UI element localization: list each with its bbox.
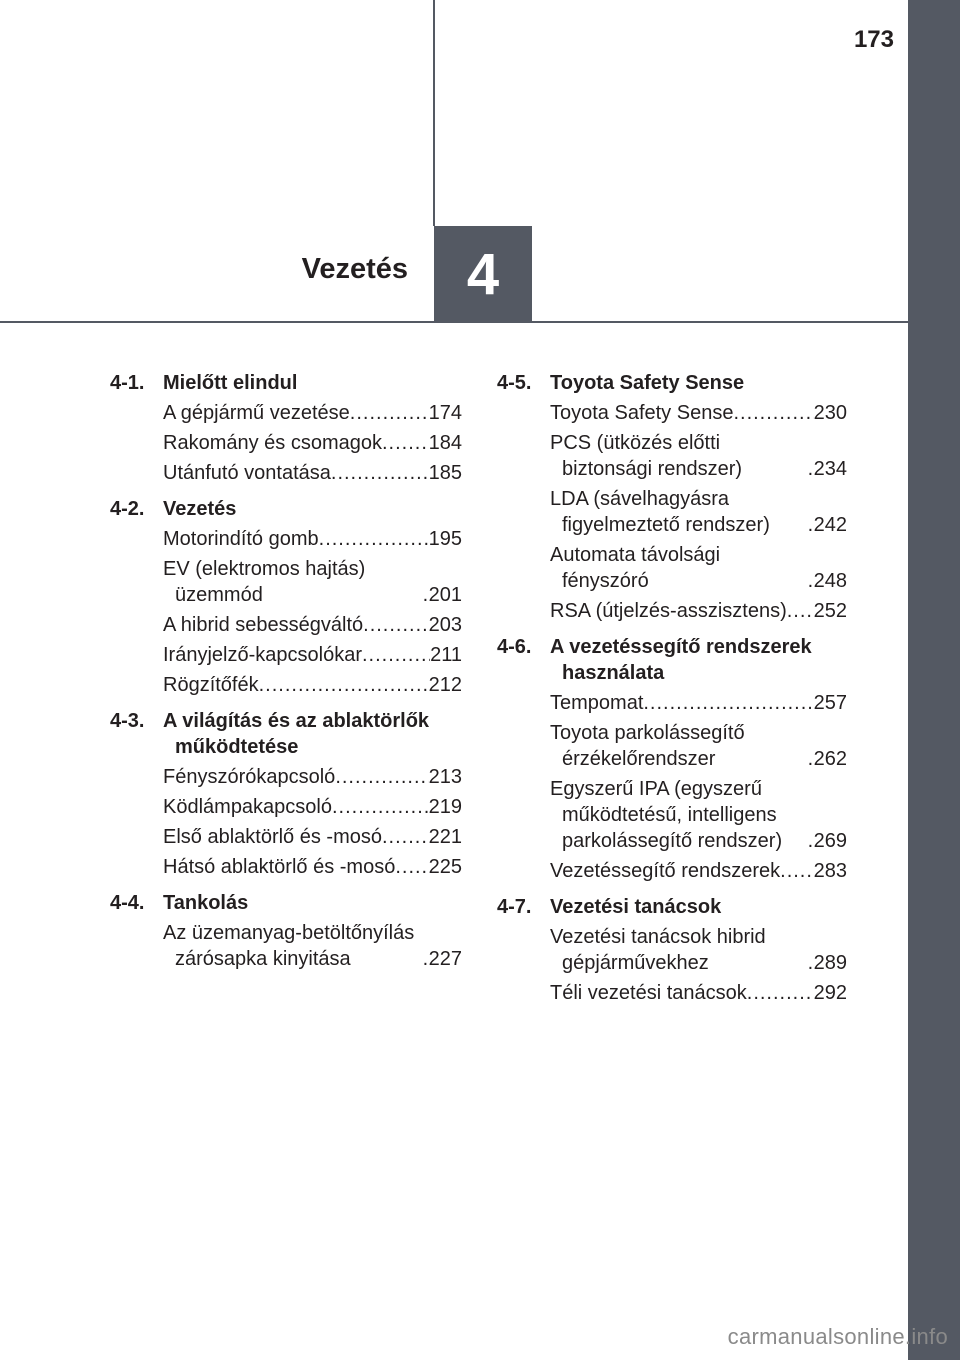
toc-entry[interactable] — [163, 556, 462, 608]
entry-page-number: 230 — [813, 402, 847, 424]
toc-entry[interactable] — [163, 794, 462, 820]
entry-title: Első ablaktörlő és -mosó — [163, 826, 382, 848]
toc-entry[interactable] — [163, 460, 462, 486]
dot-leader — [362, 642, 430, 668]
toc-entry[interactable] — [550, 980, 847, 1006]
dot-leader — [382, 824, 429, 850]
toc-entry[interactable] — [550, 486, 847, 538]
toc-section — [110, 890, 462, 972]
dot-leader — [335, 764, 428, 790]
entry-page-number: 201 — [428, 584, 462, 606]
entry-title: Vezetéssegítő rendszerek — [550, 860, 781, 882]
toc-column-left — [110, 370, 462, 982]
dot-leader — [350, 400, 429, 426]
toc-entry[interactable] — [163, 854, 462, 880]
header-vertical-rule — [433, 0, 435, 226]
entry-title: Toyota parkolássegítő érzékelőrendszer — [550, 722, 745, 770]
toc-entry[interactable] — [163, 824, 462, 850]
entry-title: Téli vezetési tanácsok — [550, 982, 747, 1004]
entry-page-number: 252 — [813, 600, 847, 622]
entry-page-number: 221 — [428, 826, 462, 848]
entry-page-number: 184 — [428, 432, 462, 454]
entry-title: Rakomány és csomagok — [163, 432, 382, 454]
entry-page-number: 219 — [428, 796, 462, 818]
entry-title: EV (elektromos hajtás) üzemmód — [163, 558, 366, 606]
page-number: 173 — [853, 26, 894, 53]
toc-entry[interactable] — [550, 924, 847, 976]
section-number: 4-3. — [110, 710, 145, 732]
section-title: A vezetéssegítő rendszerek használata — [550, 636, 812, 684]
dot-leader — [733, 400, 813, 426]
entry-title: Rögzítőfék — [163, 674, 259, 696]
section-heading[interactable] — [497, 634, 847, 686]
entry-page-number: 225 — [428, 856, 462, 878]
section-number: 4-7. — [497, 896, 532, 918]
toc-entry[interactable] — [550, 690, 847, 716]
entry-title: Tempomat — [550, 692, 644, 714]
section-title: Tankolás — [163, 892, 249, 914]
entry-page-number: 195 — [428, 528, 462, 550]
entry-page-number: 289 — [813, 952, 847, 974]
dot-leader — [331, 460, 429, 486]
entry-title: Irányjelző-kapcsolókar — [163, 644, 362, 666]
toc-entry[interactable] — [163, 642, 462, 668]
entry-page-number: 234 — [813, 458, 847, 480]
entry-page-number: 227 — [428, 948, 462, 970]
dot-leader — [395, 854, 428, 880]
entry-title: Hátsó ablaktörlő és -mosó — [163, 856, 396, 878]
toc-column-right — [497, 370, 847, 1016]
entry-page-number: 242 — [813, 514, 847, 536]
entry-page-number: 211 — [430, 644, 462, 666]
section-heading[interactable] — [110, 370, 462, 396]
entry-title: Utánfutó vontatása — [163, 462, 331, 484]
chapter-number-box — [434, 226, 532, 323]
toc-section — [110, 370, 462, 486]
section-heading[interactable] — [110, 496, 462, 522]
entry-title: Vezetési tanácsok hibrid gépjárművekhez — [550, 926, 766, 974]
toc-entry[interactable] — [550, 598, 847, 624]
toc-entry[interactable] — [163, 400, 462, 426]
toc-entry[interactable] — [550, 430, 847, 482]
section-heading[interactable] — [497, 370, 847, 396]
entry-page-number: 185 — [428, 462, 462, 484]
entry-page-number: 174 — [428, 402, 462, 424]
dot-leader — [319, 526, 429, 552]
section-number: 4-6. — [497, 636, 532, 658]
toc-section — [110, 496, 462, 698]
toc-entry[interactable] — [163, 612, 462, 638]
toc-entry[interactable] — [163, 430, 462, 456]
section-heading[interactable] — [497, 894, 847, 920]
chapter-title: Vezetés — [301, 253, 408, 285]
toc-entry[interactable] — [163, 920, 462, 972]
toc-entry[interactable] — [550, 542, 847, 594]
chapter-side-tab — [908, 0, 960, 1360]
entry-title: Fényszórókapcsoló — [163, 766, 336, 788]
entry-title: Automata távolsági fényszóró — [550, 544, 721, 592]
entry-title: Toyota Safety Sense — [550, 402, 734, 424]
entry-page-number: 257 — [813, 692, 847, 714]
entry-page-number: 292 — [813, 982, 847, 1004]
section-title: Toyota Safety Sense — [550, 372, 745, 394]
entry-page-number: 212 — [428, 674, 462, 696]
entry-title: A hibrid sebességváltó — [163, 614, 364, 636]
toc-entry[interactable] — [550, 400, 847, 426]
dot-leader — [787, 598, 814, 624]
toc-section — [497, 894, 847, 1006]
section-number: 4-5. — [497, 372, 532, 394]
entry-title: RSA (útjelzés-asszisztens) — [550, 600, 787, 622]
dot-leader — [363, 612, 428, 638]
toc-entry[interactable] — [550, 776, 847, 854]
toc-section — [497, 634, 847, 884]
toc-section — [497, 370, 847, 624]
toc-entry[interactable] — [550, 720, 847, 772]
entry-page-number: 213 — [428, 766, 462, 788]
dot-leader — [747, 980, 814, 1006]
toc-entry[interactable] — [163, 526, 462, 552]
entry-page-number: 248 — [813, 570, 847, 592]
toc-entry[interactable] — [163, 764, 462, 790]
dot-leader — [643, 690, 813, 716]
section-title: Vezetési tanácsok — [550, 896, 722, 918]
section-heading[interactable] — [110, 708, 462, 760]
entry-page-number: 269 — [813, 830, 847, 852]
entry-title: A gépjármű vezetése — [163, 402, 350, 424]
toc-entry[interactable] — [550, 858, 847, 884]
entry-title: LDA (sávelhagyásra figyelmeztető rendszer) — [550, 488, 770, 536]
dot-leader — [332, 794, 429, 820]
toc-section — [110, 708, 462, 880]
entry-title: Egyszerű IPA (egyszerű működtetésű, intelligens parkolássegítő rendszer) — [550, 778, 783, 852]
toc-entry[interactable] — [163, 672, 462, 698]
entry-title: PCS (ütközés előtti biztonsági rendszer) — [550, 432, 743, 480]
entry-page-number: 283 — [813, 860, 847, 882]
watermark: carmanualsonline.info — [727, 1324, 948, 1349]
entry-title: Ködlámpakapcsoló — [163, 796, 332, 818]
entry-title: Motorindító gomb — [163, 528, 319, 550]
section-number: 4-1. — [110, 372, 145, 394]
section-number: 4-4. — [110, 892, 145, 914]
entry-page-number: 262 — [813, 748, 847, 770]
dot-leader — [382, 430, 429, 456]
section-title: Mielőtt elindul — [163, 372, 298, 394]
dot-leader — [780, 858, 813, 884]
section-number: 4-2. — [110, 498, 145, 520]
section-title: Vezetés — [163, 498, 237, 520]
chapter-number: 4 — [466, 242, 500, 307]
section-heading[interactable] — [110, 890, 462, 916]
section-title: A világítás és az ablaktörlők működtetése — [163, 710, 430, 758]
dot-leader — [259, 672, 429, 698]
entry-page-number: 203 — [428, 614, 462, 636]
entry-title: Az üzemanyag-betöltőnyílás zárósapka kinyitása — [163, 922, 415, 970]
